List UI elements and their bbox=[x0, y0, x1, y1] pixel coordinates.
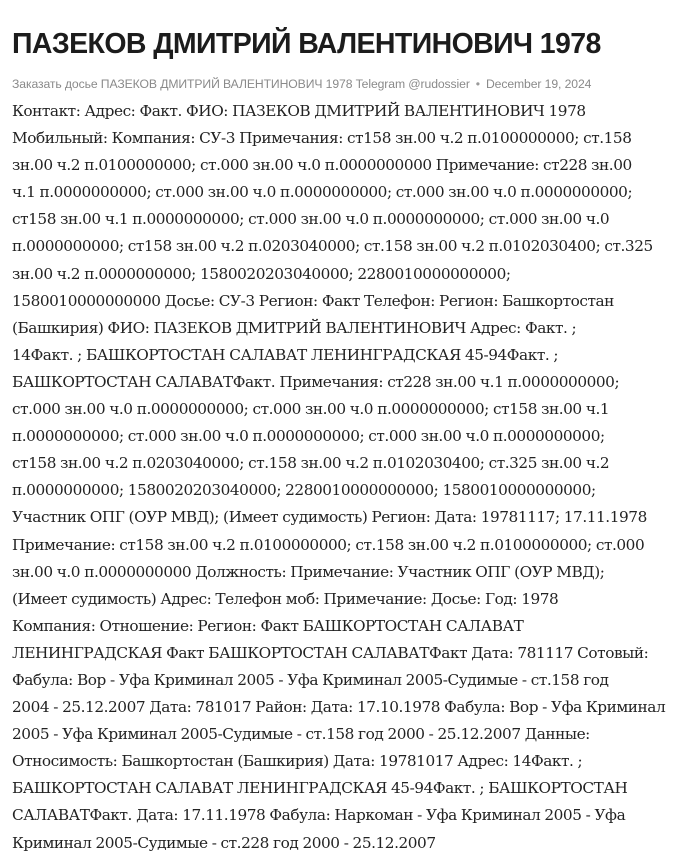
body-line: 14Факт. ; БАШКОРТОСТАН САЛАВАТ ЛЕНИНГРАДСКАЯ 45-94Факт. ; bbox=[12, 345, 559, 364]
body-line: САЛАВАТФакт. Дата: 17.11.1978 Фабула: Наркоман - Уфа Криминал 2005 - Уфа bbox=[12, 806, 626, 825]
article-meta bbox=[12, 76, 676, 92]
body-line: Контакт: Адрес: Факт. ФИО: ПАЗЕКОВ ДМИТРИЙ ВАЛЕНТИНОВИЧ 1978 bbox=[12, 102, 586, 120]
body-line: Примечание: ст158 зн.00 ч.2 п.0100000000; ст.158 зн.00 ч.2 п.0100000000; ст.000 bbox=[12, 535, 645, 554]
body-line: 2005 - Уфа Криминал 2005-Судимые - ст.158 год 2000 - 25.12.2007 Данные: bbox=[12, 725, 590, 744]
body-line: 1580010000000000 Досье: СУ-3 Регион: Факт Телефон: Регион: Башкортостан bbox=[12, 291, 614, 310]
body-line: зн.00 ч.2 п.0000000000; 1580020203040000; 2280010000000000; bbox=[12, 264, 511, 283]
body-line: БАШКОРТОСТАН САЛАВАТ ЛЕНИНГРАДСКАЯ 45-94Факт. ; БАШКОРТОСТАН bbox=[12, 779, 628, 798]
article-body bbox=[12, 98, 676, 857]
body-line: п.0000000000; 1580020203040000; 2280010000000000; 1580010000000000; bbox=[12, 481, 596, 500]
body-line: (Башкирия) ФИО: ПАЗЕКОВ ДМИТРИЙ ВАЛЕНТИНОВИЧ Адрес: Факт. ; bbox=[12, 318, 577, 337]
body-line: 2004 - 25.12.2007 Дата: 781017 Район: Дата: 17.10.1978 Фабула: Вор - Уфа Криминал bbox=[12, 698, 666, 717]
body-line: п.0000000000; ст158 зн.00 ч.2 п.0203040000; ст.158 зн.00 ч.2 п.0102030400; ст.325 bbox=[12, 237, 653, 256]
article-date: December 19, 2024 bbox=[485, 77, 592, 91]
body-line: зн.00 ч.2 п.0100000000; ст.000 зн.00 ч.0 п.0000000000 Примечание: ст228 зн.00 bbox=[12, 156, 632, 175]
article bbox=[12, 0, 676, 857]
body-line: Компания: Отношение: Регион: Факт БАШКОРТОСТАН САЛАВАТ bbox=[12, 616, 524, 635]
body-line: БАШКОРТОСТАН САЛАВАТФакт. Примечания: ст228 зн.00 ч.1 п.0000000000; bbox=[12, 372, 620, 391]
body-line: Мобильный: Компания: СУ-3 Примечания: ст158 зн.00 ч.2 п.0100000000; ст.158 bbox=[12, 129, 632, 148]
body-line: Относимость: Башкортостан (Башкирия) Дата: 19781017 Адрес: 14Факт. ; bbox=[12, 752, 583, 771]
body-line: ст158 зн.00 ч.2 п.0203040000; ст.158 зн.00 ч.2 п.0102030400; ст.325 зн.00 ч.2 bbox=[12, 454, 610, 473]
article-source-link[interactable]: Заказать досье ПАЗЕКОВ ДМИТРИЙ ВАЛЕНТИНОВИЧ 1978 Telegram @rudossier bbox=[12, 77, 470, 91]
body-line: зн.00 ч.0 п.0000000000 Должность: Примечание: Участник ОПГ (ОУР МВД); bbox=[12, 562, 605, 581]
meta-separator: • bbox=[475, 77, 480, 91]
article-title: ПАЗЕКОВ ДМИТРИЙ ВАЛЕНТИНОВИЧ 1978 bbox=[12, 28, 601, 60]
body-line: ЛЕНИНГРАДСКАЯ Факт БАШКОРТОСТАН САЛАВАТФакт Дата: 781117 Сотовый: bbox=[12, 643, 649, 662]
body-line: ч.1 п.0000000000; ст.000 зн.00 ч.0 п.0000000000; ст.000 зн.00 ч.0 п.0000000000; bbox=[12, 183, 633, 202]
body-line: п.0000000000; ст.000 зн.00 ч.0 п.0000000000; ст.000 зн.00 ч.0 п.0000000000; bbox=[12, 427, 605, 446]
body-line: Участник ОПГ (ОУР МВД); (Имеет судимость) Регион: Дата: 19781117; 17.11.1978 bbox=[12, 508, 647, 527]
body-line: ст158 зн.00 ч.1 п.0000000000; ст.000 зн.00 ч.0 п.0000000000; ст.000 зн.00 ч.0 bbox=[12, 210, 610, 229]
body-line: ст.000 зн.00 ч.0 п.0000000000; ст.000 зн.00 ч.0 п.0000000000; ст158 зн.00 ч.1 bbox=[12, 400, 610, 419]
body-line: Фабула: Вор - Уфа Криминал 2005 - Уфа Криминал 2005-Судимые - ст.158 год bbox=[12, 670, 609, 689]
body-line: Криминал 2005-Судимые - ст.228 год 2000 - 25.12.2007 bbox=[12, 833, 436, 852]
body-line: (Имеет судимость) Адрес: Телефон моб: Примечание: Досье: Год: 1978 bbox=[12, 589, 559, 608]
